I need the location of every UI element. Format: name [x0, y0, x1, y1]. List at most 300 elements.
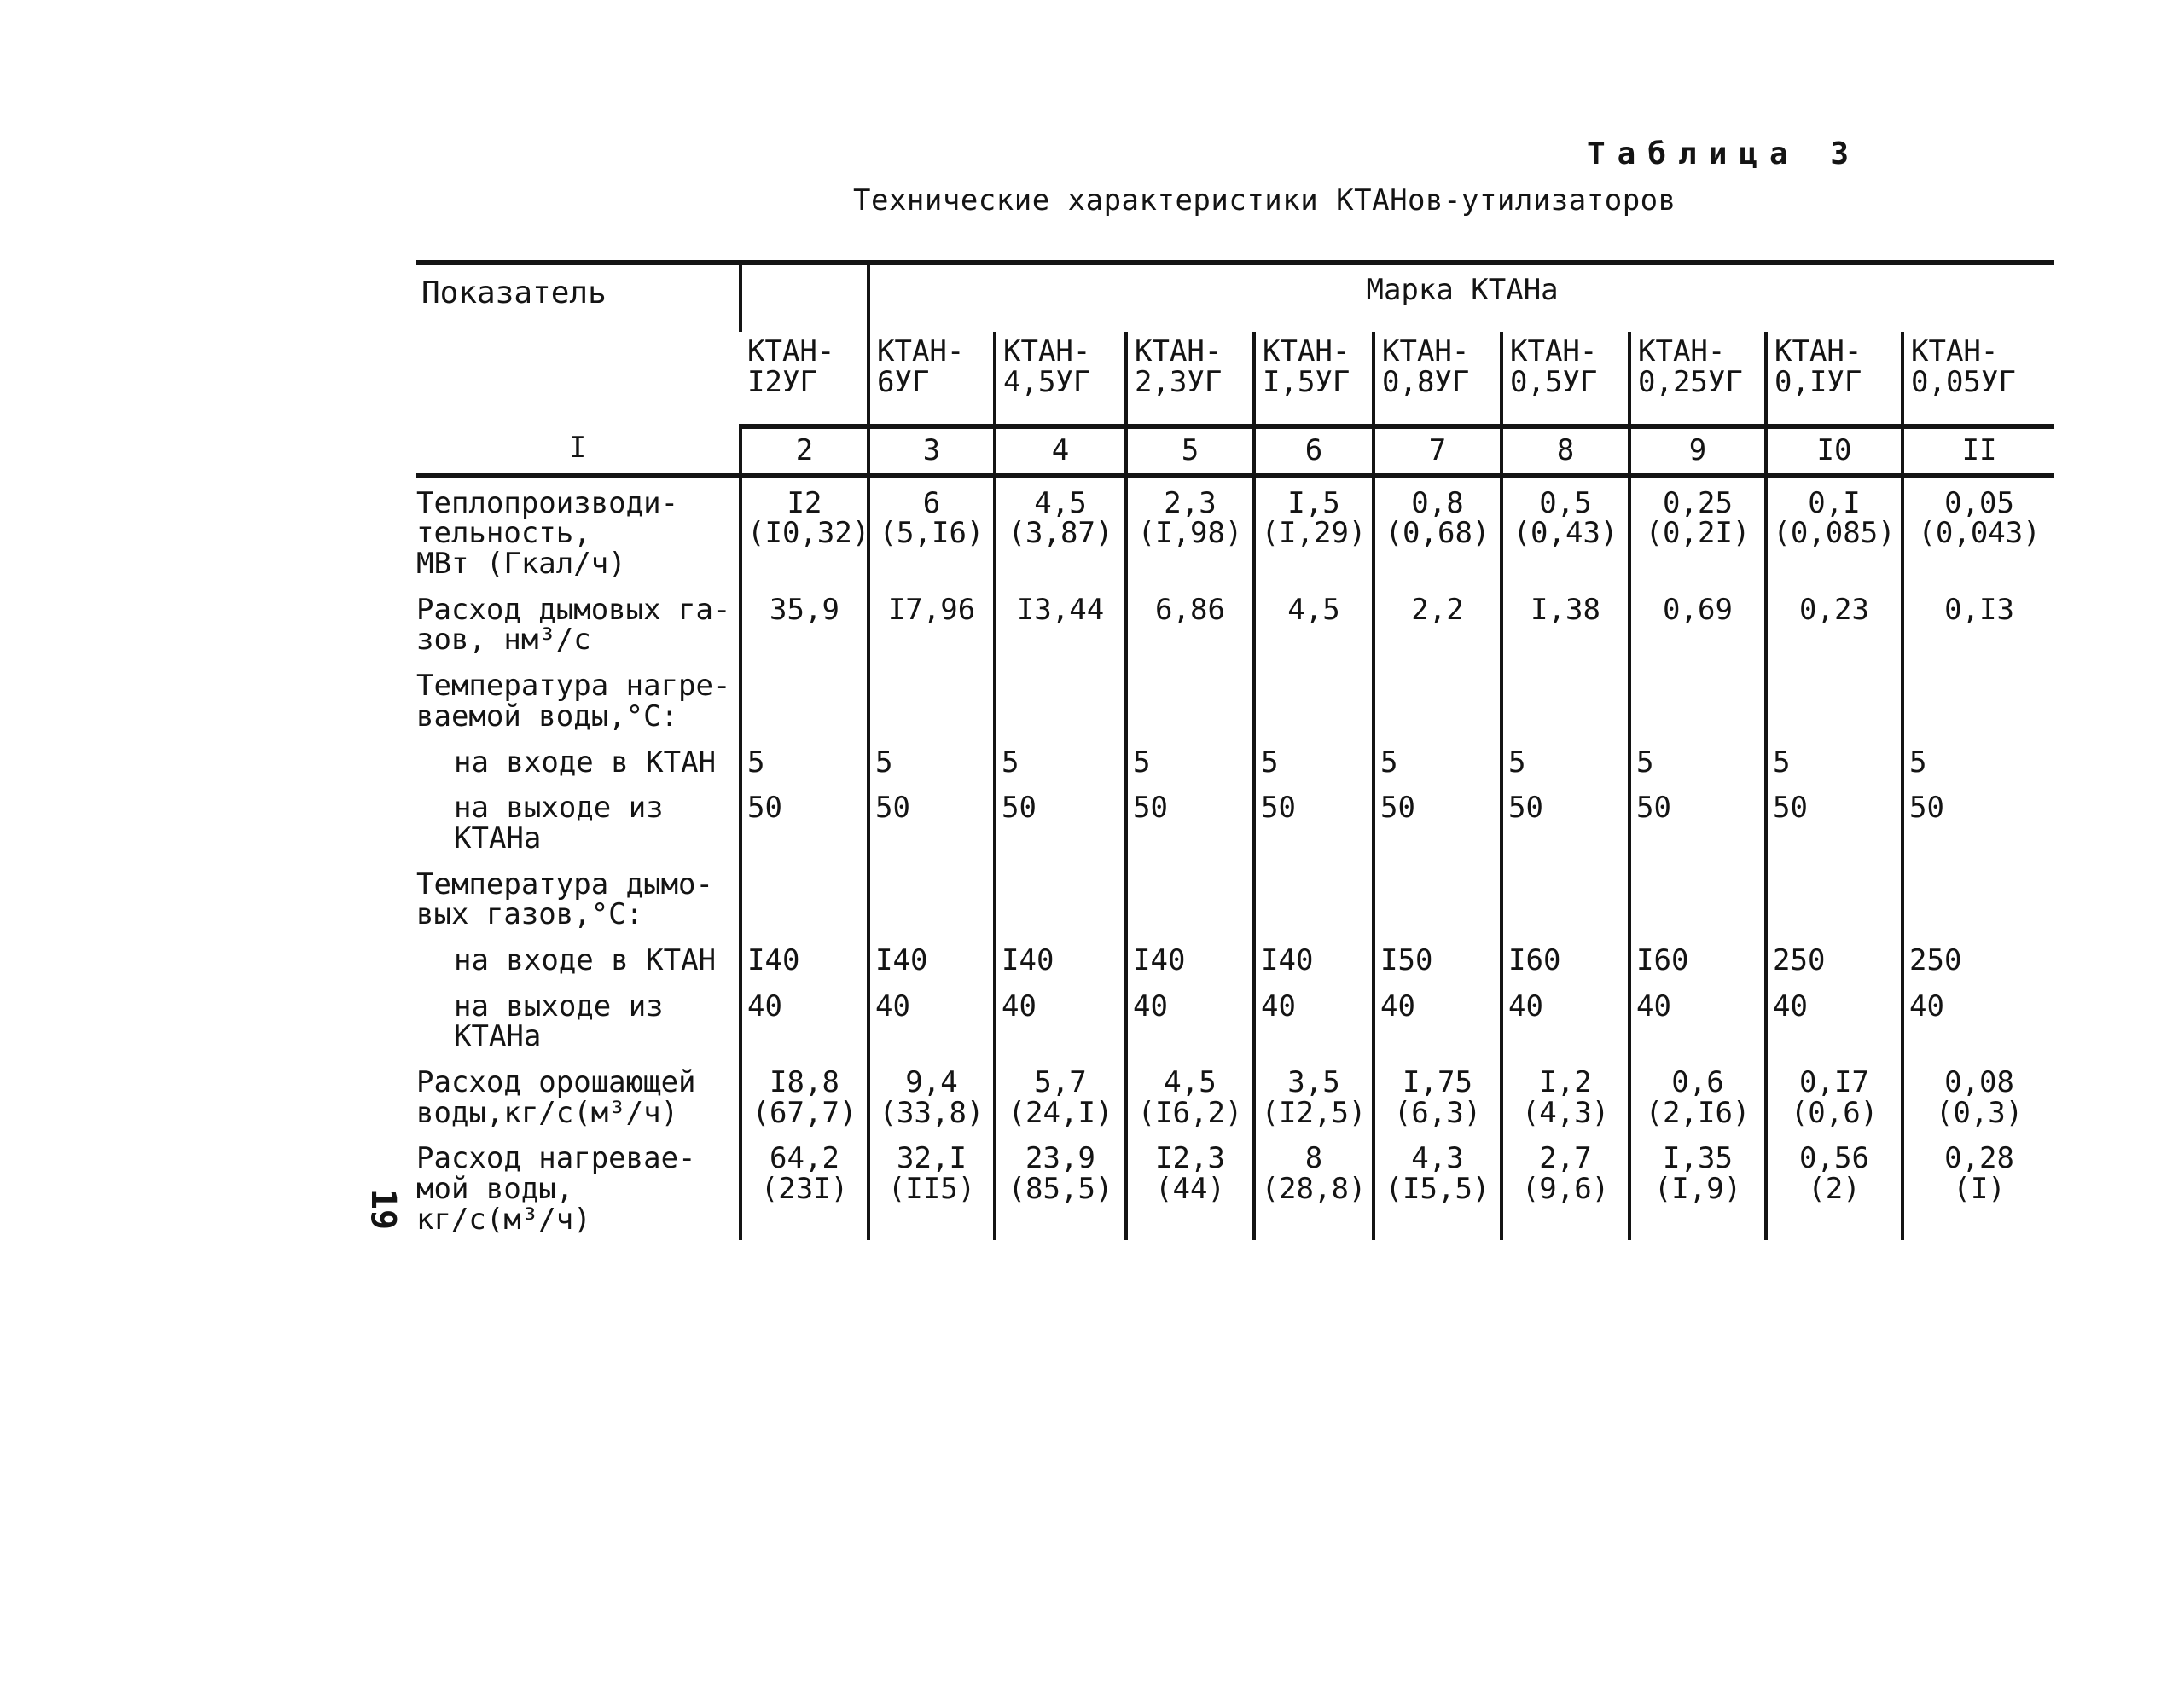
cell-line: 0,8 — [1411, 485, 1464, 520]
cell-line: (6,3) — [1393, 1095, 1482, 1130]
column-number: 4 — [995, 426, 1126, 476]
cell-line: 5 — [1636, 745, 1654, 780]
value-cell — [1629, 860, 1766, 936]
cell-line: 40 — [1133, 988, 1168, 1023]
cell-line: (0,6) — [1790, 1095, 1879, 1130]
cell-line: 250 — [1909, 942, 1962, 977]
value-cell — [1126, 476, 1254, 585]
cell-line: 64,2 — [770, 1141, 839, 1176]
cell-line: I,2 — [1539, 1065, 1592, 1099]
table-row — [416, 936, 2054, 982]
value-cell — [741, 476, 868, 585]
cell-line: 2,2 — [1411, 592, 1464, 627]
value-cell — [1374, 661, 1502, 737]
cell-line: I50 — [1380, 942, 1433, 977]
cell-line: 40 — [1773, 988, 1808, 1023]
value-cell — [1126, 783, 1254, 859]
value-cell — [1374, 476, 1502, 585]
value-cell — [868, 1058, 995, 1133]
cell-line: (3,87) — [1008, 516, 1113, 551]
value-cell — [741, 860, 868, 936]
cell-line: I40 — [875, 942, 928, 977]
table-row — [416, 738, 2054, 784]
value-cell — [1126, 1058, 1254, 1133]
value-cell — [741, 1133, 868, 1240]
cell-line: I40 — [747, 942, 800, 977]
value-cell — [1502, 860, 1629, 936]
cell-line: I2 — [787, 485, 822, 520]
brand-header-blank — [741, 263, 868, 332]
cell-line: 0,I — [1808, 485, 1861, 520]
value-cell — [1374, 936, 1502, 982]
value-cell — [1254, 783, 1374, 859]
value-cell — [995, 936, 1126, 982]
cell-line: I2,3 — [1155, 1141, 1225, 1176]
cell-line: 5,7 — [1034, 1065, 1087, 1099]
cell-line: 50 — [1773, 791, 1808, 826]
table-row — [416, 585, 2054, 661]
brand-header: Марка КТАНа — [868, 263, 2054, 332]
value-cell — [868, 1133, 995, 1240]
cell-line: I2УГ — [747, 364, 817, 399]
value-cell — [1629, 661, 1766, 737]
value-cell — [1502, 1133, 1629, 1240]
cell-line: тельность, — [416, 516, 591, 551]
column-number: 7 — [1374, 426, 1502, 476]
cell-line: (4,3) — [1521, 1095, 1610, 1130]
cell-line: (I0,32) — [747, 516, 870, 551]
cell-line: 5 — [875, 745, 893, 780]
model-header — [1374, 332, 1502, 426]
cell-line: МВт (Гкал/ч) — [416, 547, 626, 582]
value-cell — [741, 936, 868, 982]
cell-line: 50 — [1508, 791, 1543, 826]
cell-line: 0,08 — [1944, 1065, 2014, 1099]
value-cell — [1374, 982, 1502, 1058]
cell-line: (9,6) — [1521, 1172, 1610, 1207]
value-cell — [741, 1058, 868, 1133]
value-cell — [1374, 585, 1502, 661]
column-number: 5 — [1126, 426, 1254, 476]
value-cell — [1766, 661, 1902, 737]
row-label — [416, 936, 741, 982]
cell-line: 5 — [1508, 745, 1526, 780]
value-cell — [1126, 860, 1254, 936]
value-cell — [1902, 982, 2054, 1058]
cell-line: 35,9 — [770, 592, 839, 627]
value-cell — [1766, 860, 1902, 936]
cell-line: 0,25УГ — [1638, 364, 1743, 399]
cell-line: КТАН- — [1263, 334, 1350, 368]
cell-line: I60 — [1636, 942, 1689, 977]
cell-line: Расход орошающей — [416, 1065, 696, 1099]
value-cell — [1902, 783, 2054, 859]
cell-line: КТАН- — [877, 334, 965, 368]
column-number: 6 — [1254, 426, 1374, 476]
cell-line: 4,5УГ — [1003, 364, 1091, 399]
cell-line: 0,25 — [1663, 485, 1733, 520]
cell-line: 3,5 — [1287, 1065, 1340, 1099]
table-row — [416, 860, 2054, 936]
cell-line: 50 — [875, 791, 910, 826]
cell-line: КТАН- — [1003, 334, 1091, 368]
cell-line: 5 — [1380, 745, 1398, 780]
value-cell — [1902, 476, 2054, 585]
cell-line: 2,3УГ — [1135, 364, 1223, 399]
cell-line: (I,9) — [1653, 1172, 1742, 1207]
table-row — [416, 1058, 2054, 1133]
cell-line: на выходе из — [454, 791, 664, 826]
cell-line: КТАН- — [1911, 334, 1999, 368]
cell-line: 50 — [1002, 791, 1037, 826]
cell-line: 0,IУГ — [1774, 364, 1862, 399]
cell-line: (24,I) — [1008, 1095, 1113, 1130]
value-cell — [1766, 982, 1902, 1058]
value-cell — [1502, 661, 1629, 737]
column-number-row — [416, 426, 2054, 476]
value-cell — [741, 585, 868, 661]
value-cell — [1766, 476, 1902, 585]
cell-line: 50 — [1909, 791, 1944, 826]
cell-line: I7,96 — [887, 592, 976, 627]
value-cell — [1766, 936, 1902, 982]
model-header — [1254, 332, 1374, 426]
table-title: Технические характеристики КТАНов-утилизаторов — [853, 183, 1676, 217]
value-cell — [1126, 936, 1254, 982]
value-cell — [1254, 1133, 1374, 1240]
value-cell — [868, 585, 995, 661]
row-label — [416, 661, 741, 737]
table-label: Таблица 3 — [1587, 136, 1862, 171]
model-header — [1629, 332, 1766, 426]
value-cell — [868, 738, 995, 784]
table-body — [416, 476, 2054, 1241]
row-label — [416, 476, 741, 585]
cell-line: (0,43) — [1513, 516, 1618, 551]
value-cell — [1629, 936, 1766, 982]
cell-line: (44) — [1155, 1172, 1225, 1207]
column-number: 3 — [868, 426, 995, 476]
value-cell — [1766, 1133, 1902, 1240]
value-cell — [1254, 738, 1374, 784]
value-cell — [995, 1058, 1126, 1133]
cell-line: 0,6 — [1671, 1065, 1724, 1099]
cell-line: (23I) — [760, 1172, 849, 1207]
value-cell — [1629, 783, 1766, 859]
cell-line: (2,I6) — [1645, 1095, 1751, 1130]
cell-line: 23,9 — [1025, 1141, 1095, 1176]
value-cell — [1126, 661, 1254, 737]
cell-line: (67,7) — [752, 1095, 857, 1130]
cell-line: (28,8) — [1261, 1172, 1367, 1207]
cell-line: 0,8УГ — [1382, 364, 1470, 399]
value-cell — [1902, 1133, 2054, 1240]
cell-line: 40 — [1909, 988, 1944, 1023]
cell-line: кг/с(м³/ч) — [416, 1202, 591, 1237]
cell-line: I,35 — [1663, 1141, 1733, 1176]
value-cell — [1766, 783, 1902, 859]
cell-line: (I5,5) — [1385, 1172, 1490, 1207]
cell-line: (5,I6) — [879, 516, 985, 551]
cell-line: I,75 — [1403, 1065, 1472, 1099]
cell-line: 0,56 — [1799, 1141, 1869, 1176]
value-cell — [995, 783, 1126, 859]
cell-line: 32,I — [897, 1141, 967, 1176]
cell-line: КТАНа — [454, 1019, 542, 1054]
model-header — [1502, 332, 1629, 426]
model-header — [1126, 332, 1254, 426]
cell-line: 0,05 — [1944, 485, 2014, 520]
value-cell — [1902, 860, 2054, 936]
cell-line: Температура дымо- — [416, 867, 713, 901]
cell-line: мой воды, — [416, 1172, 574, 1207]
model-header — [1766, 332, 1902, 426]
cell-line: I,5 — [1287, 485, 1340, 520]
cell-line: I8,8 — [770, 1065, 839, 1099]
cell-line: КТАН- — [1382, 334, 1470, 368]
cell-line: (33,8) — [879, 1095, 985, 1130]
value-cell — [868, 476, 995, 585]
value-cell — [1254, 585, 1374, 661]
cell-line: 40 — [1380, 988, 1415, 1023]
cell-line: 40 — [1508, 988, 1543, 1023]
cell-line: 40 — [1261, 988, 1296, 1023]
table-row — [416, 1133, 2054, 1240]
table-row — [416, 476, 2054, 585]
value-cell — [868, 661, 995, 737]
value-cell — [1126, 585, 1254, 661]
cell-line: на выходе из — [454, 988, 664, 1023]
row-label — [416, 982, 741, 1058]
value-cell — [1902, 1058, 2054, 1133]
cell-line: 2,7 — [1539, 1141, 1592, 1176]
column-number: 8 — [1502, 426, 1629, 476]
value-cell — [741, 661, 868, 737]
cell-line: Температура нагре- — [416, 669, 731, 704]
value-cell — [1629, 1133, 1766, 1240]
cell-line: (0,085) — [1773, 516, 1896, 551]
value-cell — [1502, 1058, 1629, 1133]
value-cell — [1766, 1058, 1902, 1133]
value-cell — [995, 585, 1126, 661]
cell-line: 50 — [1261, 791, 1296, 826]
cell-line: 5 — [1261, 745, 1279, 780]
cell-line: (0,043) — [1918, 516, 2041, 551]
value-cell — [1374, 860, 1502, 936]
value-cell — [995, 1133, 1126, 1240]
cell-line: (II5) — [887, 1172, 976, 1207]
value-cell — [741, 783, 868, 859]
cell-line: 0,23 — [1799, 592, 1869, 627]
value-cell — [995, 860, 1126, 936]
cell-line: КТАНа — [454, 820, 542, 855]
value-cell — [1502, 476, 1629, 585]
value-cell — [1374, 1133, 1502, 1240]
cell-line: КТАН- — [747, 334, 835, 368]
value-cell — [995, 982, 1126, 1058]
cell-line: (I2,5) — [1261, 1095, 1367, 1130]
cell-line: 2,3 — [1164, 485, 1217, 520]
value-cell — [1629, 585, 1766, 661]
value-cell — [1902, 661, 2054, 737]
value-cell — [1126, 738, 1254, 784]
value-cell — [995, 738, 1126, 784]
specifications-table — [416, 260, 2054, 1240]
value-cell — [1502, 585, 1629, 661]
cell-line: Расход дымовых га- — [416, 592, 731, 627]
cell-line: КТАН- — [1135, 334, 1223, 368]
cell-line: 250 — [1773, 942, 1826, 977]
value-cell — [741, 738, 868, 784]
value-cell — [741, 982, 868, 1058]
column-number: I — [416, 426, 741, 476]
cell-line: 6 — [922, 485, 941, 520]
cell-line: 0,69 — [1663, 592, 1733, 627]
cell-line: 40 — [875, 988, 910, 1023]
cell-line: 40 — [747, 988, 782, 1023]
table-row — [416, 982, 2054, 1058]
value-cell — [995, 661, 1126, 737]
cell-line: 5 — [1133, 745, 1151, 780]
cell-line: (I) — [1953, 1172, 2006, 1207]
value-cell — [995, 476, 1126, 585]
cell-line: I,5УГ — [1263, 364, 1350, 399]
value-cell — [1766, 585, 1902, 661]
cell-line: (I,98) — [1137, 516, 1243, 551]
column-number: I0 — [1766, 426, 1902, 476]
value-cell — [1126, 982, 1254, 1058]
row-label — [416, 585, 741, 661]
cell-line: (0,3) — [1935, 1095, 2024, 1130]
cell-line: 6,86 — [1155, 592, 1225, 627]
cell-line: КТАН- — [1638, 334, 1726, 368]
row-label — [416, 738, 741, 784]
value-cell — [1902, 738, 2054, 784]
cell-line: I40 — [1002, 942, 1054, 977]
model-header — [1902, 332, 2054, 426]
cell-line: Теплопроизводи- — [416, 485, 679, 520]
value-cell — [1254, 982, 1374, 1058]
cell-line: (85,5) — [1008, 1172, 1113, 1207]
value-cell — [1502, 738, 1629, 784]
column-number: II — [1902, 426, 2054, 476]
cell-line: 4,5 — [1164, 1065, 1217, 1099]
cell-line: I60 — [1508, 942, 1561, 977]
cell-line: ваемой воды,°С: — [416, 699, 679, 733]
model-header — [995, 332, 1126, 426]
cell-line: 5 — [747, 745, 765, 780]
cell-line: 9,4 — [905, 1065, 958, 1099]
cell-line: 0,5 — [1539, 485, 1592, 520]
page-number: 19 — [363, 1188, 404, 1231]
value-cell — [1629, 476, 1766, 585]
value-cell — [1374, 738, 1502, 784]
model-header — [868, 332, 995, 426]
value-cell — [1254, 1058, 1374, 1133]
cell-line: КТАН- — [1774, 334, 1862, 368]
cell-line: зов, нм³/с — [416, 623, 591, 658]
cell-line: (I6,2) — [1137, 1095, 1243, 1130]
cell-line: Расход нагревае- — [416, 1141, 696, 1176]
value-cell — [1629, 982, 1766, 1058]
indicator-header: Показатель — [416, 263, 741, 426]
row-label — [416, 1133, 741, 1240]
table-row — [416, 783, 2054, 859]
cell-line: 0,I3 — [1944, 592, 2014, 627]
cell-line: I,38 — [1531, 592, 1600, 627]
cell-line: 50 — [1133, 791, 1168, 826]
value-cell — [868, 936, 995, 982]
value-cell — [1254, 860, 1374, 936]
cell-line: 4,5 — [1034, 485, 1087, 520]
value-cell — [868, 860, 995, 936]
value-cell — [1766, 738, 1902, 784]
cell-line: I40 — [1133, 942, 1186, 977]
row-label — [416, 1058, 741, 1133]
column-number: 2 — [741, 426, 868, 476]
cell-line: (I,29) — [1261, 516, 1367, 551]
row-label — [416, 783, 741, 859]
cell-line: 0,28 — [1944, 1141, 2014, 1176]
table-row — [416, 661, 2054, 737]
cell-line: 4,3 — [1411, 1141, 1464, 1176]
cell-line: 8 — [1304, 1141, 1323, 1176]
value-cell — [1374, 783, 1502, 859]
cell-line: 50 — [1380, 791, 1415, 826]
value-cell — [1254, 476, 1374, 585]
cell-line: 6УГ — [877, 364, 930, 399]
cell-line: 0,05УГ — [1911, 364, 2016, 399]
cell-line: 40 — [1636, 988, 1671, 1023]
cell-line: на входе в КТАН — [454, 745, 717, 780]
cell-line: 40 — [1002, 988, 1037, 1023]
value-cell — [1902, 936, 2054, 982]
cell-line: 0,5УГ — [1510, 364, 1598, 399]
cell-line: 50 — [747, 791, 782, 826]
cell-line: 5 — [1773, 745, 1791, 780]
value-cell — [1254, 661, 1374, 737]
cell-line: 0,I7 — [1799, 1065, 1869, 1099]
cell-line: на входе в КТАН — [454, 942, 717, 977]
value-cell — [1502, 982, 1629, 1058]
cell-line: 5 — [1909, 745, 1927, 780]
value-cell — [1502, 936, 1629, 982]
cell-line: 5 — [1002, 745, 1019, 780]
cell-line: воды,кг/с(м³/ч) — [416, 1095, 679, 1130]
row-label — [416, 860, 741, 936]
cell-line: (2) — [1808, 1172, 1861, 1207]
model-header — [741, 332, 868, 426]
cell-line: (0,2I) — [1645, 516, 1751, 551]
value-cell — [868, 982, 995, 1058]
cell-line: (0,68) — [1385, 516, 1490, 551]
cell-line: КТАН- — [1510, 334, 1598, 368]
cell-line: I40 — [1261, 942, 1314, 977]
value-cell — [1629, 1058, 1766, 1133]
value-cell — [1126, 1133, 1254, 1240]
value-cell — [1374, 1058, 1502, 1133]
value-cell — [1254, 936, 1374, 982]
cell-line: 50 — [1636, 791, 1671, 826]
cell-line: вых газов,°С: — [416, 897, 644, 932]
column-number: 9 — [1629, 426, 1766, 476]
cell-line: 4,5 — [1287, 592, 1340, 627]
value-cell — [868, 783, 995, 859]
value-cell — [1502, 783, 1629, 859]
value-cell — [1902, 585, 2054, 661]
value-cell — [1629, 738, 1766, 784]
cell-line: I3,44 — [1016, 592, 1105, 627]
